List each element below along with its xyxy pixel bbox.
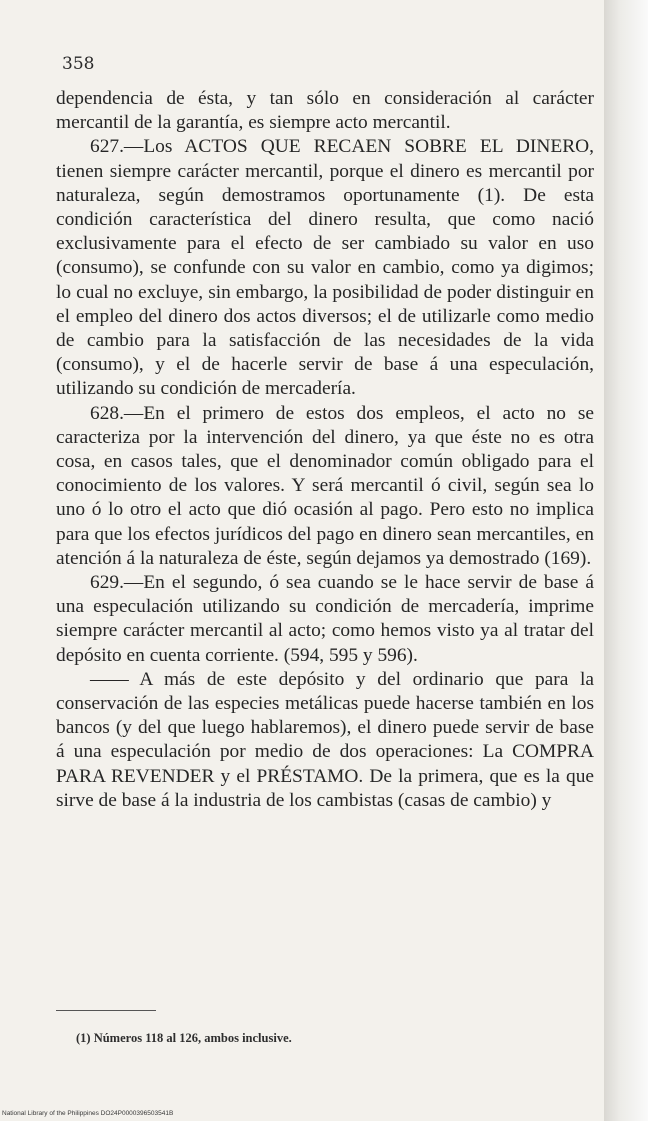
- page-number: 358: [62, 54, 95, 74]
- paragraph-compra-prestamo: —— A más de este depósito y del ordinario que para la conservación de las especies metálicas puede hacerse también en los bancos (y del que luego hablaremos), el dinero puede servir de base á una especulación por medio de dos operaciones: La COMPRA PARA REVENDER y el PRÉSTAMO. De la primera, que es la que sirve de base á la industria de los cambistas (casas de cambio) y: [56, 668, 594, 811]
- paragraph-continuation: dependencia de ésta, y tan sólo en consideración al carácter mercantil de la garantía, es siempre acto mercantil.: [56, 88, 594, 134]
- paragraph-627: 627.—Los ACTOS QUE RECAEN SOBRE EL DINERO, tienen siempre carácter mercantil, porque el dinero es mercantil por naturaleza, según demostramos oportunamente (1). De esta condición característica del dinero resulta, que como nació exclusivamente para el efecto de ser cambiado su valor en uso (consumo), se confunde con su valor en cambio, como ya digimos; lo cual no excluye, sin embargo, la posibilidad de poder distinguir en el empleo del dinero dos actos diversos; el de utilizarle como medio de cambio para la satisfacción de las necesidades de la vida (consumo), y el de hacerle servir de base á una especulación, utilizando su condición de mercadería.: [56, 136, 594, 400]
- library-stamp: National Library of the Philippines DO24P0000396503541B: [2, 1110, 174, 1117]
- paragraph-629: 629.—En el segundo, ó sea cuando se le hace servir de base á una especulación utilizando su condición de mercadería, imprime siempre carácter mercantil al acto; como hemos visto ya al tratar del depósito en cuenta corriente. (594, 595 y 596).: [56, 572, 594, 666]
- footnote-divider: [56, 1010, 156, 1011]
- body-text: [56, 87, 594, 813]
- footnote: (1) Números 118 al 126, ambos inclusive.: [76, 1031, 292, 1045]
- paragraph-628: 628.—En el primero de estos dos empleos, el acto no se caracteriza por la intervención del dinero, ya que éste no es otra cosa, en casos tales, que el denominador común obligado para el conocimiento de los valores. Y será mercantil ó civil, según sea lo uno ó lo otro el acto que dió ocasión al pago. Pero esto no implica para que los efectos jurídicos del pago en dinero sean mercantiles, en atención á la naturaleza de éste, según dejamos ya demostrado (169).: [56, 402, 594, 569]
- page-edge: [604, 0, 648, 1121]
